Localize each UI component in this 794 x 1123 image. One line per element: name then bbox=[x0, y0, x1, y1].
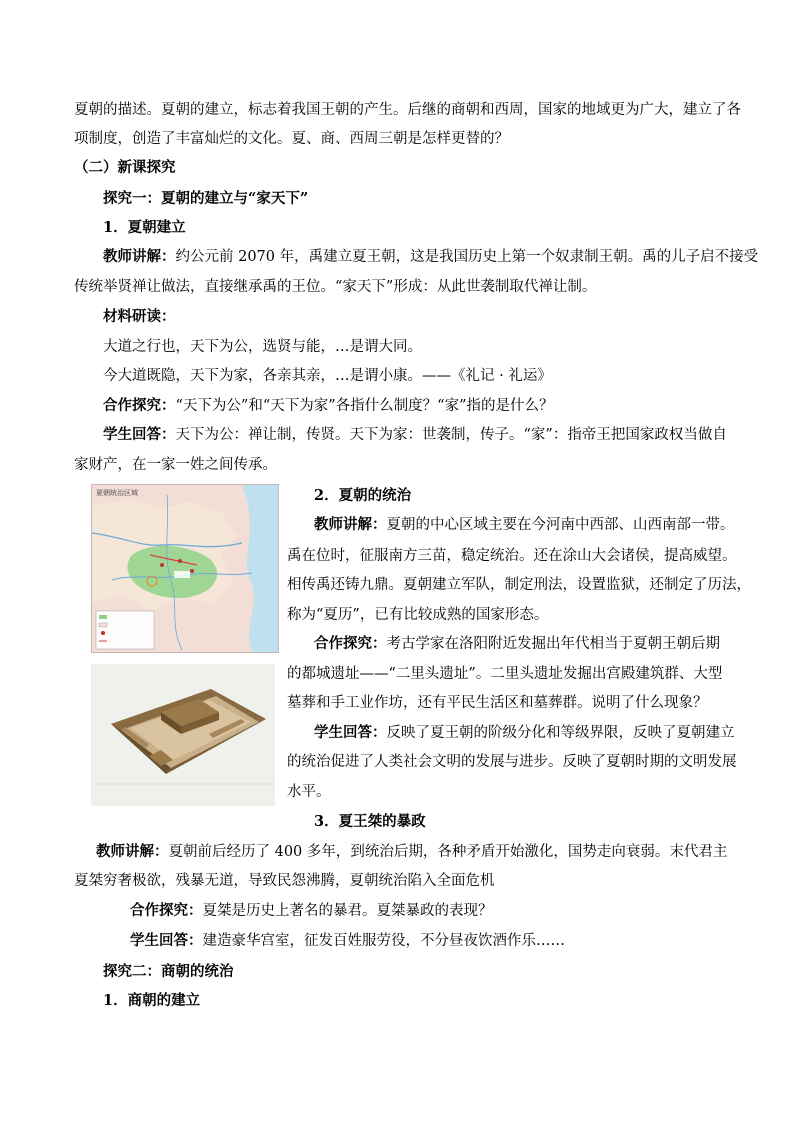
rule-lecture-line-4: 称为“夏历”，已有比较成熟的国家形态。 bbox=[287, 607, 549, 623]
coop-text: 考古学家在洛阳附近发掘出年代相当于夏朝王朝后期 bbox=[386, 636, 720, 652]
rule-lecture-line-3: 相传禹还铸九鼎。夏朝建立军队，制定刑法，设置监狱，还制定了历法， bbox=[287, 577, 751, 593]
answer-text: 反映了夏王朝的阶级分化和等级界限，反映了夏朝建立 bbox=[386, 725, 735, 741]
explore1-lecture-line-2: 传统举贤禅让做法，直接继承禹的王位。“家天下”形成：从此世袭制取代禅让制。 bbox=[74, 279, 597, 295]
tyranny-coop bbox=[130, 901, 493, 921]
explore2-subheading-1: 1．商朝的建立 bbox=[103, 992, 201, 1009]
explore1-answer-line-2: 家财产，在一家一姓之间传承。 bbox=[74, 457, 277, 473]
lecture-label: 教师讲解： bbox=[314, 516, 387, 533]
rule-answer-line-3: 水平。 bbox=[287, 784, 331, 800]
answer-label: 学生回答： bbox=[103, 426, 176, 443]
coop-label: 合作探究： bbox=[103, 397, 176, 414]
subheading-xia-rule: 2．夏朝的统治 bbox=[314, 487, 412, 504]
lecture-text: 约公元前 2070 年，禹建立夏王朝，这是我国历史上第一个奴隶制王朝。禹的儿子启不接受 bbox=[175, 249, 759, 265]
explore1-answer-line-1 bbox=[103, 425, 727, 445]
material-line-1: 大道之行也，天下为公，选贤与能，…是谓大同。 bbox=[103, 339, 422, 355]
erlitou-palace-illustration bbox=[91, 664, 275, 806]
intro-line-2: 项制度，创造了丰富灿烂的文化。夏、商、西周三朝是怎样更替的？ bbox=[74, 131, 509, 147]
lecture-label: 教师讲解： bbox=[96, 843, 169, 860]
subheading-tyranny: 3．夏王桀的暴政 bbox=[314, 813, 426, 830]
material-label: 材料研读： bbox=[103, 308, 176, 325]
rule-coop-line-2: 的都城遗址——“二里头遗址”。二里头遗址发掘出宫殿建筑群、大型 bbox=[287, 666, 723, 682]
lecture-text: 夏朝前后经历了 400 多年，到统治后期，各种矛盾开始激化，国势走向衰弱。末代君主 bbox=[168, 844, 728, 860]
rule-lecture-line-1 bbox=[314, 515, 735, 535]
explore1-subheading-1: 1．夏朝建立 bbox=[103, 219, 186, 236]
tyranny-lecture-line-2: 夏桀穷奢极欲，残暴无道，导致民怨沸腾，夏朝统治陷入全面危机 bbox=[74, 873, 495, 889]
tyranny-lecture-line-1 bbox=[96, 842, 727, 862]
rule-coop-line-1 bbox=[314, 634, 720, 654]
xia-territory-map bbox=[91, 484, 279, 653]
palace-graphic bbox=[91, 664, 275, 806]
lecture-text: 夏朝的中心区域主要在今河南中西部、山西南部一带。 bbox=[386, 517, 735, 533]
intro-line-1: 夏朝的描述。夏朝的建立，标志着我国王朝的产生。后继的商朝和西周，国家的地域更为广大，建立了各 bbox=[74, 102, 741, 118]
rule-answer-line-2: 的统治促进了人类社会文明的发展与进步。反映了夏朝时期的文明发展 bbox=[287, 754, 737, 770]
explore1-title: 探究一：夏朝的建立与“家天下” bbox=[103, 190, 309, 207]
lecture-label: 教师讲解： bbox=[103, 248, 176, 265]
answer-text: 建造豪华宫室，征发百姓服劳役，不分昼夜饮酒作乐…… bbox=[202, 933, 565, 949]
map-graphic bbox=[92, 485, 278, 652]
tyranny-answer bbox=[130, 931, 565, 951]
coop-label: 合作探究： bbox=[130, 902, 203, 919]
answer-label: 学生回答： bbox=[314, 724, 387, 741]
section-heading-new-lesson: （二）新课探究 bbox=[74, 159, 176, 176]
rule-lecture-line-2: 禹在位时，征服南方三苗，稳定统治。还在涂山大会诸侯，提高威望。 bbox=[287, 548, 737, 564]
explore1-coop bbox=[103, 396, 553, 416]
rule-answer-line-1 bbox=[314, 723, 735, 743]
coop-text: 夏桀是历史上著名的暴君。夏桀暴政的表现？ bbox=[202, 903, 493, 919]
coop-text: “天下为公”和“天下为家”各指什么制度？“家”指的是什么？ bbox=[175, 398, 554, 414]
answer-label: 学生回答： bbox=[130, 932, 203, 949]
material-line-2: 今大道既隐，天下为家，各亲其亲，…是谓小康。——《礼记 · 礼运》 bbox=[103, 368, 552, 384]
answer-text: 天下为公：禅让制，传贤。天下为家：世袭制，传子。“家”：指帝王把国家政权当做自 bbox=[175, 427, 727, 443]
map-title: 夏朝统治区域 bbox=[96, 489, 138, 497]
explore2-title: 探究二：商朝的统治 bbox=[103, 963, 234, 980]
coop-label: 合作探究： bbox=[314, 635, 387, 652]
rule-coop-line-3: 墓葬和手工业作坊，还有平民生活区和墓葬群。说明了什么现象？ bbox=[287, 695, 708, 711]
explore1-lecture-line-1 bbox=[103, 247, 758, 267]
